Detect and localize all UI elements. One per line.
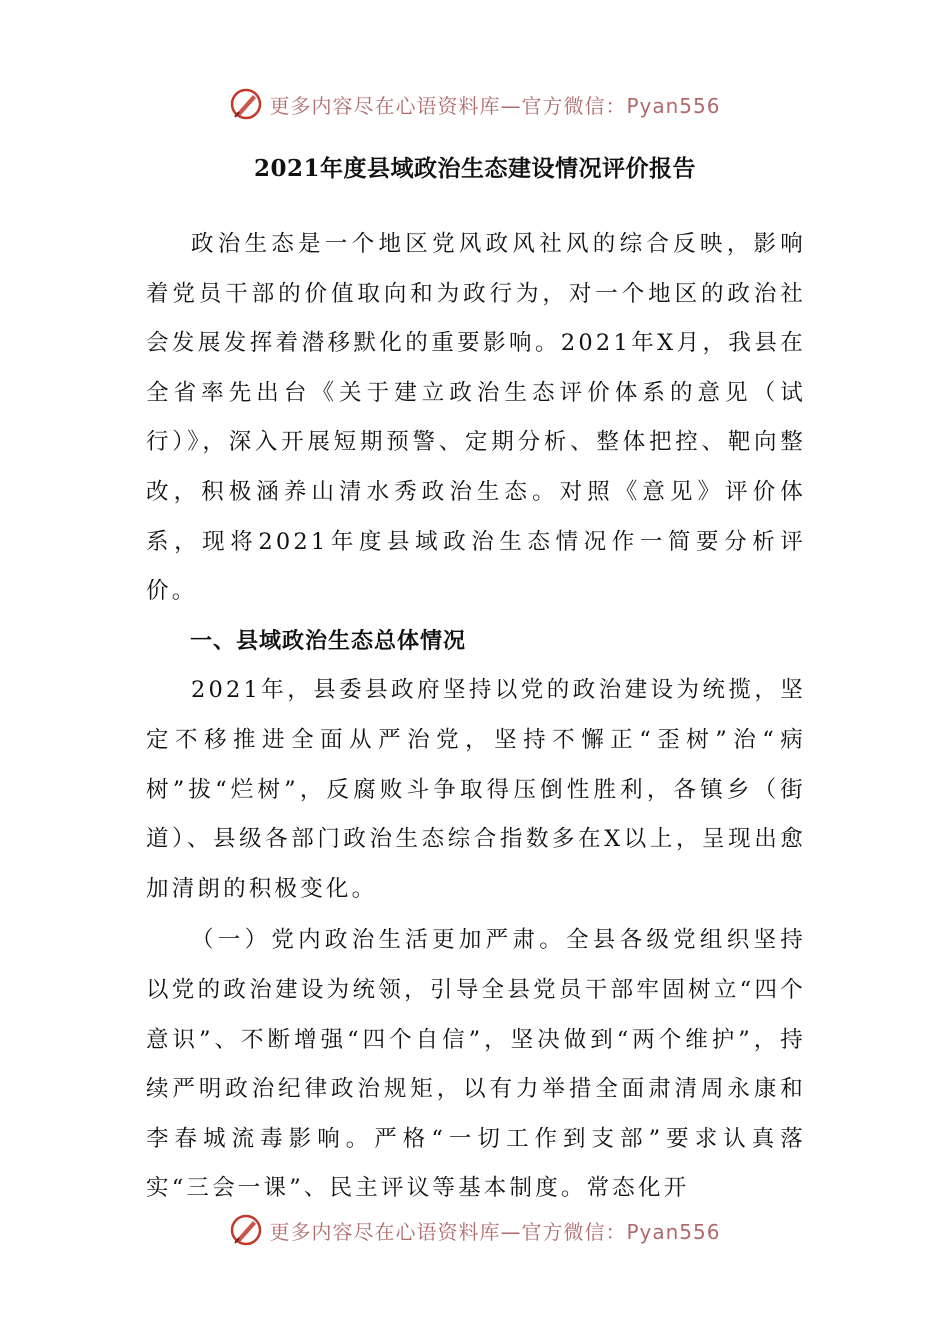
intro-paragraph: 政治生态是一个地区党风政风社风的综合反映，影响着党员干部的价值取向和为政行为，对一个地区的政治社会发展发挥着潜移默化的重要影响。2021年X月，我县在全省率先出台《关于建立政治生态评价体系的意见（试行）》，深入开展短期预警、定期分析、整体把控、靶向整改，积极涵养山清水秀政治生态。对照《意见》评价体系，现将2021年度县域政治生态情况作一简要分析评价。: [146, 231, 806, 605]
pen-logo-icon: [229, 1213, 263, 1247]
watermark-text: 更多内容尽在心语资料库—官方微信：Pyan556: [269, 1219, 721, 1244]
document-title: 2021年度县域政治生态建设情况评价报告: [253, 155, 696, 182]
document-body: [146, 220, 806, 1214]
overview-paragraph: 2021年，县委县政府坚持以党的政治建设为统揽，坚定不移推进全面从严治党，坚持不懈正“歪树”治“病树”拔“烂树”，反腐败斗争取得压倒性胜利，各镇乡（街道）、县级各部门政治生态综合指数多在X以上，呈现出愈加清朗的积极变化。: [146, 677, 806, 902]
section-heading: 一、县域政治生态总体情况: [190, 628, 467, 654]
header-watermark: [0, 84, 950, 124]
subsection-paragraph: （一）党内政治生活更加严肃。全县各级党组织坚持以党的政治建设为统领，引导全县党员干部牢固树立“四个意识”、不断增强“四个自信”，坚决做到“两个维护”，持续严明政治纪律政治规矩，以有力举措全面肃清周永康和李春城流毒影响。严格“一切工作到支部”要求认真落实“三会一课”、民主评议等基本制度。常态化开: [146, 927, 806, 1202]
footer-watermark: [0, 1210, 950, 1250]
watermark-text: 更多内容尽在心语资料库—官方微信：Pyan556: [269, 93, 721, 118]
pen-logo-icon: [229, 87, 263, 121]
